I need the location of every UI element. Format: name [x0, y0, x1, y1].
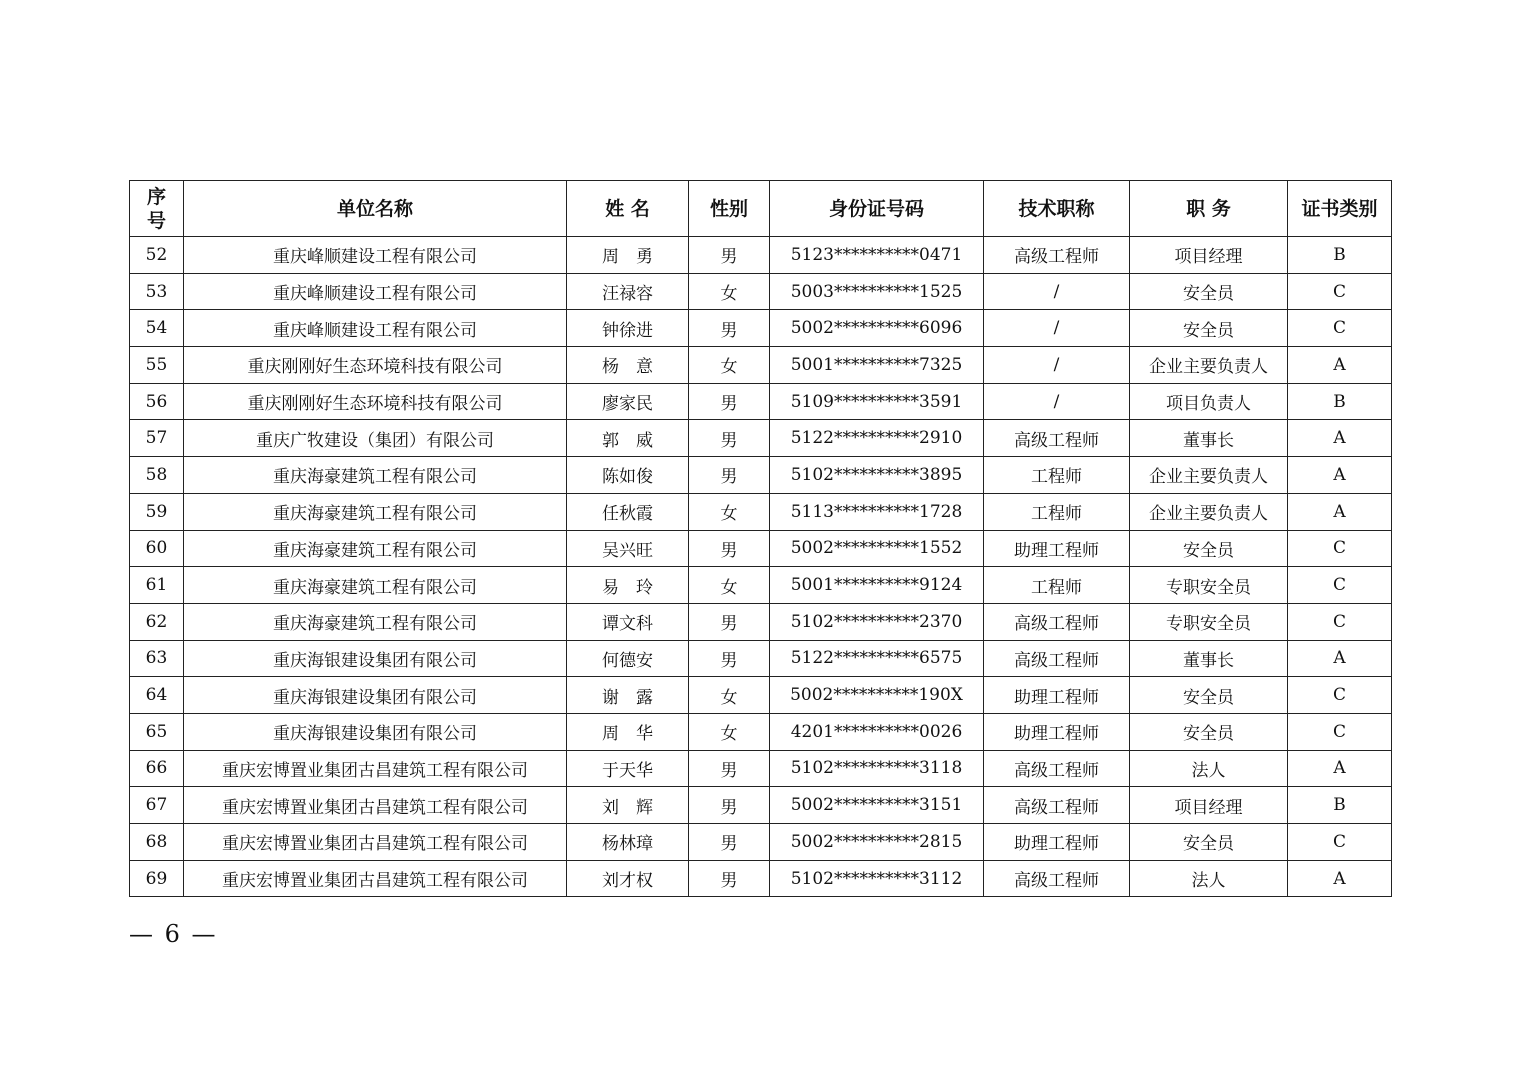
cell-position: 企业主要负责人 — [1130, 457, 1288, 494]
cell-position: 安全员 — [1130, 310, 1288, 347]
cell-position: 项目负责人 — [1130, 383, 1288, 420]
cell-title: 助理工程师 — [984, 530, 1130, 567]
header-company: 单位名称 — [184, 181, 567, 237]
header-cert-type: 证书类别 — [1288, 181, 1392, 237]
cell-cert-type: C — [1288, 603, 1392, 640]
cell-name: 周 勇 — [567, 237, 689, 274]
table-row — [130, 787, 1392, 824]
cell-seq: 68 — [130, 824, 184, 861]
cell-name: 汪禄容 — [567, 273, 689, 310]
cell-title: 工程师 — [984, 493, 1130, 530]
table-row — [130, 457, 1392, 494]
cell-id-number: 5002**********6096 — [770, 310, 984, 347]
cell-position: 法人 — [1130, 860, 1288, 897]
cell-position: 安全员 — [1130, 530, 1288, 567]
cell-company: 重庆刚刚好生态环境科技有限公司 — [184, 347, 567, 384]
cell-seq: 66 — [130, 750, 184, 787]
cell-title: / — [984, 273, 1130, 310]
cell-cert-type: C — [1288, 824, 1392, 861]
header-name: 姓 名 — [567, 181, 689, 237]
cell-id-number: 5122**********6575 — [770, 640, 984, 677]
cell-id-number: 5102**********2370 — [770, 603, 984, 640]
cell-cert-type: C — [1288, 273, 1392, 310]
cell-gender: 女 — [689, 273, 770, 310]
table-row — [130, 860, 1392, 897]
cell-company: 重庆峰顺建设工程有限公司 — [184, 273, 567, 310]
table-row — [130, 567, 1392, 604]
cell-name: 周 华 — [567, 713, 689, 750]
cell-seq: 53 — [130, 273, 184, 310]
cell-name: 刘 辉 — [567, 787, 689, 824]
cell-seq: 60 — [130, 530, 184, 567]
cell-gender: 女 — [689, 493, 770, 530]
cell-seq: 65 — [130, 713, 184, 750]
cell-title: / — [984, 310, 1130, 347]
cell-name: 于天华 — [567, 750, 689, 787]
cell-id-number: 5113**********1728 — [770, 493, 984, 530]
cell-name: 杨林璋 — [567, 824, 689, 861]
cell-gender: 男 — [689, 383, 770, 420]
cell-gender: 男 — [689, 420, 770, 457]
cell-name: 易 玲 — [567, 567, 689, 604]
cell-gender: 男 — [689, 237, 770, 274]
cell-cert-type: C — [1288, 677, 1392, 714]
cell-title: 助理工程师 — [984, 824, 1130, 861]
cell-position: 专职安全员 — [1130, 603, 1288, 640]
cell-cert-type: A — [1288, 457, 1392, 494]
cell-company: 重庆峰顺建设工程有限公司 — [184, 237, 567, 274]
cell-company: 重庆宏博置业集团古昌建筑工程有限公司 — [184, 824, 567, 861]
cell-title: 高级工程师 — [984, 640, 1130, 677]
cell-seq: 56 — [130, 383, 184, 420]
cell-title: 高级工程师 — [984, 420, 1130, 457]
cell-position: 安全员 — [1130, 713, 1288, 750]
header-seq-line2: 号 — [146, 209, 166, 232]
cell-company: 重庆海豪建筑工程有限公司 — [184, 493, 567, 530]
cell-gender: 男 — [689, 457, 770, 494]
cell-id-number: 5002**********1552 — [770, 530, 984, 567]
table-row — [130, 640, 1392, 677]
cell-cert-type: A — [1288, 860, 1392, 897]
header-gender: 性别 — [689, 181, 770, 237]
cell-name: 吴兴旺 — [567, 530, 689, 567]
cell-gender: 男 — [689, 640, 770, 677]
cell-id-number: 5002**********190X — [770, 677, 984, 714]
cell-position: 法人 — [1130, 750, 1288, 787]
cell-cert-type: B — [1288, 237, 1392, 274]
cell-company: 重庆宏博置业集团古昌建筑工程有限公司 — [184, 860, 567, 897]
cell-gender: 男 — [689, 750, 770, 787]
cell-title: 工程师 — [984, 567, 1130, 604]
cell-id-number: 5102**********3895 — [770, 457, 984, 494]
cell-gender: 男 — [689, 530, 770, 567]
cell-company: 重庆宏博置业集团古昌建筑工程有限公司 — [184, 787, 567, 824]
cell-id-number: 5001**********9124 — [770, 567, 984, 604]
cell-seq: 57 — [130, 420, 184, 457]
cell-id-number: 5102**********3118 — [770, 750, 984, 787]
table-row — [130, 420, 1392, 457]
header-seq-line1: 序 — [146, 185, 166, 208]
cell-seq: 64 — [130, 677, 184, 714]
cell-name: 谢 露 — [567, 677, 689, 714]
cell-position: 安全员 — [1130, 677, 1288, 714]
cell-id-number: 5102**********3112 — [770, 860, 984, 897]
cell-cert-type: B — [1288, 383, 1392, 420]
cell-cert-type: A — [1288, 493, 1392, 530]
page-number: — 6 — — [129, 920, 218, 948]
cell-gender: 男 — [689, 824, 770, 861]
cell-gender: 男 — [689, 860, 770, 897]
cell-name: 任秋霞 — [567, 493, 689, 530]
cell-title: 高级工程师 — [984, 237, 1130, 274]
cell-name: 谭文科 — [567, 603, 689, 640]
header-seq — [130, 181, 184, 237]
header-title: 技术职称 — [984, 181, 1130, 237]
cell-cert-type: A — [1288, 750, 1392, 787]
table-row — [130, 347, 1392, 384]
cell-title: 高级工程师 — [984, 603, 1130, 640]
cell-company: 重庆广牧建设（集团）有限公司 — [184, 420, 567, 457]
cell-id-number: 5003**********1525 — [770, 273, 984, 310]
cell-position: 董事长 — [1130, 420, 1288, 457]
table-row — [130, 677, 1392, 714]
cell-id-number: 5123**********0471 — [770, 237, 984, 274]
cell-gender: 女 — [689, 677, 770, 714]
cell-title: 助理工程师 — [984, 713, 1130, 750]
cell-id-number: 5109**********3591 — [770, 383, 984, 420]
cell-company: 重庆海豪建筑工程有限公司 — [184, 530, 567, 567]
cell-cert-type: C — [1288, 713, 1392, 750]
cell-cert-type: C — [1288, 567, 1392, 604]
cell-title: 高级工程师 — [984, 750, 1130, 787]
table-row — [130, 603, 1392, 640]
cell-title: 工程师 — [984, 457, 1130, 494]
cell-position: 董事长 — [1130, 640, 1288, 677]
cell-company: 重庆宏博置业集团古昌建筑工程有限公司 — [184, 750, 567, 787]
cell-name: 杨 意 — [567, 347, 689, 384]
cell-seq: 58 — [130, 457, 184, 494]
cell-seq: 52 — [130, 237, 184, 274]
cell-seq: 62 — [130, 603, 184, 640]
cell-id-number: 5002**********3151 — [770, 787, 984, 824]
cell-seq: 69 — [130, 860, 184, 897]
cell-name: 何德安 — [567, 640, 689, 677]
cell-seq: 67 — [130, 787, 184, 824]
cell-name: 廖家民 — [567, 383, 689, 420]
cell-seq: 54 — [130, 310, 184, 347]
cell-gender: 男 — [689, 787, 770, 824]
cell-seq: 55 — [130, 347, 184, 384]
cell-seq: 63 — [130, 640, 184, 677]
cell-seq: 59 — [130, 493, 184, 530]
cell-seq: 61 — [130, 567, 184, 604]
cell-name: 钟徐进 — [567, 310, 689, 347]
table-row — [130, 273, 1392, 310]
cell-gender: 女 — [689, 713, 770, 750]
cell-name: 陈如俊 — [567, 457, 689, 494]
table-body — [130, 237, 1392, 897]
cell-position: 企业主要负责人 — [1130, 493, 1288, 530]
cell-company: 重庆海银建设集团有限公司 — [184, 640, 567, 677]
cell-company: 重庆海银建设集团有限公司 — [184, 713, 567, 750]
cell-cert-type: A — [1288, 420, 1392, 457]
cell-id-number: 5001**********7325 — [770, 347, 984, 384]
cell-company: 重庆海豪建筑工程有限公司 — [184, 457, 567, 494]
table-row — [130, 750, 1392, 787]
cell-id-number: 4201**********0026 — [770, 713, 984, 750]
header-position: 职 务 — [1130, 181, 1288, 237]
cell-position: 项目经理 — [1130, 787, 1288, 824]
cell-position: 安全员 — [1130, 273, 1288, 310]
table-row — [130, 237, 1392, 274]
cell-title: 助理工程师 — [984, 677, 1130, 714]
cell-position: 项目经理 — [1130, 237, 1288, 274]
cell-title: 高级工程师 — [984, 860, 1130, 897]
cell-company: 重庆峰顺建设工程有限公司 — [184, 310, 567, 347]
cell-gender: 女 — [689, 567, 770, 604]
personnel-table — [129, 180, 1392, 897]
cell-title: 高级工程师 — [984, 787, 1130, 824]
cell-gender: 男 — [689, 603, 770, 640]
cell-company: 重庆刚刚好生态环境科技有限公司 — [184, 383, 567, 420]
table-row — [130, 493, 1392, 530]
table-row — [130, 824, 1392, 861]
header-row — [130, 181, 1392, 237]
cell-company: 重庆海银建设集团有限公司 — [184, 677, 567, 714]
cell-gender: 女 — [689, 347, 770, 384]
cell-gender: 男 — [689, 310, 770, 347]
table-row — [130, 713, 1392, 750]
cell-name: 刘才权 — [567, 860, 689, 897]
cell-cert-type: C — [1288, 530, 1392, 567]
cell-position: 专职安全员 — [1130, 567, 1288, 604]
header-id-number: 身份证号码 — [770, 181, 984, 237]
cell-name: 郭 威 — [567, 420, 689, 457]
cell-position: 企业主要负责人 — [1130, 347, 1288, 384]
cell-title: / — [984, 383, 1130, 420]
cell-cert-type: B — [1288, 787, 1392, 824]
table-row — [130, 310, 1392, 347]
cell-title: / — [984, 347, 1130, 384]
table-row — [130, 383, 1392, 420]
cell-cert-type: A — [1288, 640, 1392, 677]
table-row — [130, 530, 1392, 567]
cell-cert-type: A — [1288, 347, 1392, 384]
cell-company: 重庆海豪建筑工程有限公司 — [184, 603, 567, 640]
cell-cert-type: C — [1288, 310, 1392, 347]
cell-position: 安全员 — [1130, 824, 1288, 861]
cell-id-number: 5002**********2815 — [770, 824, 984, 861]
cell-id-number: 5122**********2910 — [770, 420, 984, 457]
cell-company: 重庆海豪建筑工程有限公司 — [184, 567, 567, 604]
